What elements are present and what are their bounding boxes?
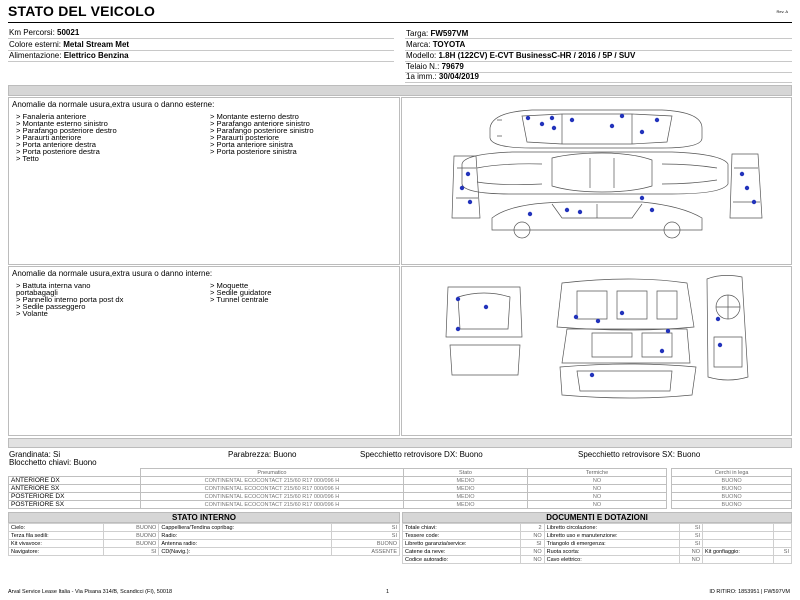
damage-dot — [456, 327, 460, 331]
table-row: Terza fila sedili: BUONO Radio: SI — [9, 532, 400, 540]
damage-dot — [540, 122, 544, 126]
list-item: > Parafango anteriore sinistro — [210, 119, 310, 128]
specchietto-dx-text: Specchietto retrovisore DX: Buono — [360, 450, 483, 459]
list-item: > Fanaleria anteriore — [16, 112, 87, 121]
damage-dot — [752, 200, 756, 204]
list-item: > Montante esterno sinistro — [16, 119, 108, 128]
table-row: Tessere code: NO Libretto uso e manutenzione: SI — [403, 532, 792, 540]
specchietto-sx-text: Specchietto retrovisore SX: Buono — [578, 450, 701, 459]
table-row: Codice autoradio: NO Cavo elettrico: NO — [403, 556, 792, 564]
car-interior-drawing — [402, 267, 793, 437]
damage-dot — [460, 186, 464, 190]
damage-dot — [578, 210, 582, 214]
list-item: portabagagli — [16, 288, 58, 297]
damage-dot — [610, 124, 614, 128]
external-car-diagram — [401, 97, 792, 265]
damage-dot — [590, 373, 594, 377]
table-row: POSTERIORE SX CONTINENTAL ECOCONTACT 215/60 R17 000/096 H MEDIO NO BUONO — [9, 501, 792, 509]
col-header: Stato — [404, 469, 528, 477]
table-row: POSTERIORE DX CONTINENTAL ECOCONTACT 215/60 R17 000/096 H MEDIO NO BUONO — [9, 493, 792, 501]
list-item: > Pannello interno porta post dx — [16, 295, 124, 304]
registration-field: 1a imm.: 30/04/2019 — [406, 72, 479, 81]
list-item: > Porta anteriore sinistra — [210, 140, 293, 149]
table-row: Navigatore: SI CD(Navig.): ASSENTE — [9, 548, 400, 556]
list-item: > Porta posteriore sinistra — [210, 147, 297, 156]
section-bar — [8, 85, 792, 96]
blocchetto-text: Blocchetto chiavi: Buono — [9, 458, 97, 467]
damage-dot — [526, 116, 530, 120]
damage-dot — [570, 118, 574, 122]
list-item: > Porta posteriore destra — [16, 147, 100, 156]
table-row: Totale chiavi: 2 Libretto circolazione: SI — [403, 524, 792, 532]
damage-dot — [660, 349, 664, 353]
fuel-field: Alimentazione: Elettrico Benzina — [9, 51, 129, 60]
footer-company: Arval Service Lease Italia - Via Pisana 314/B, Scandicci (FI), 50018 — [8, 589, 173, 595]
table-row: Libretto garanzia/service: SI Triangolo di emergenza: SI — [403, 540, 792, 548]
footer-id: ID RITIRO: 1853951 | FW597VM — [709, 589, 790, 595]
internal-state-title: STATO INTERNO — [8, 512, 400, 523]
table-row: ANTERIORE DX CONTINENTAL ECOCONTACT 215/60 R17 000/096 H MEDIO NO BUONO — [9, 477, 792, 485]
list-item: > Volante — [16, 309, 48, 318]
damage-dot — [620, 114, 624, 118]
damage-dot — [740, 172, 744, 176]
table-row: Kit vivavoce: BUONO Antenna radio: BUONO — [9, 540, 400, 548]
divider — [8, 61, 394, 62]
damage-markers — [460, 114, 756, 216]
damage-dot — [552, 126, 556, 130]
documents-table — [402, 523, 792, 564]
divider — [405, 82, 792, 83]
damage-dot — [596, 319, 600, 323]
chassis-field: Telaio N.: 79679 — [406, 62, 464, 71]
col-header: Termiche — [527, 469, 667, 477]
car-exterior-drawing — [402, 98, 793, 266]
damage-dot — [550, 116, 554, 120]
col-header: Pneumatico — [140, 469, 403, 477]
plate-field: Targa: FW597VM — [406, 29, 469, 38]
damage-dot — [640, 130, 644, 134]
list-item: > Parafango posteriore sinistro — [210, 126, 314, 135]
page-title: STATO DEL VEICOLO — [8, 3, 156, 19]
damage-dot — [716, 317, 720, 321]
list-item: > Paraurti posteriore — [210, 133, 280, 142]
damage-dot — [574, 315, 578, 319]
tyre-table — [8, 468, 792, 509]
revision-label: Rev. A — [776, 9, 788, 14]
damage-dot — [565, 208, 569, 212]
list-item: > Parafango posteriore destro — [16, 126, 117, 135]
damage-dot — [640, 196, 644, 200]
damage-dot — [666, 329, 670, 333]
parabrezza-text: Parabrezza: Buono — [228, 450, 297, 459]
header-divider — [8, 22, 792, 23]
damage-dot — [718, 343, 722, 347]
make-field: Marca: TOYOTA — [406, 40, 466, 49]
col-header: Cerchi in lega — [672, 469, 792, 477]
list-item: > Paraurti anteriore — [16, 133, 82, 142]
documents-title: DOCUMENTI E DOTAZIONI — [402, 512, 792, 523]
table-row: ANTERIORE SX CONTINENTAL ECOCONTACT 215/60 R17 000/096 H MEDIO NO BUONO — [9, 485, 792, 493]
damage-dot — [745, 186, 749, 190]
list-item: > Battuta interna vano — [16, 281, 91, 290]
model-field: Modello: 1.8H (122CV) E-CVT BusinessC-HR / 2016 / 5P / SUV — [406, 51, 636, 60]
external-list-col2 — [210, 113, 314, 155]
damage-dot — [456, 297, 460, 301]
list-item: > Tunnel centrale — [210, 295, 269, 304]
internal-car-diagram — [401, 266, 792, 436]
damage-dot — [620, 311, 624, 315]
external-damage-panel — [8, 97, 400, 265]
damage-dot — [484, 305, 488, 309]
internal-list-col2 — [210, 282, 271, 303]
list-item: > Porta anteriore destra — [16, 140, 96, 149]
damage-dot — [650, 208, 654, 212]
damage-dot — [466, 172, 470, 176]
list-item: > Sedile guidatore — [210, 288, 272, 297]
damage-dot — [655, 118, 659, 122]
internal-state-table — [8, 523, 400, 556]
table-row: Cielo: BUONO Cappelliera/Tendina copribag: SI — [9, 524, 400, 532]
list-item: > Moquette — [210, 281, 249, 290]
table-row: Catene da neve: NO Ruota scorta: NO Kit gonfiaggio: SI — [403, 548, 792, 556]
grandinata-text: Grandinata: Si — [9, 450, 61, 459]
damage-dot — [528, 212, 532, 216]
km-field: Km Percorsi: 50021 — [9, 28, 80, 37]
list-item: > Montante esterno destro — [210, 112, 299, 121]
list-item: > Sedile passeggero — [16, 302, 86, 311]
footer-page-number: 1 — [386, 589, 390, 595]
summary-bar — [8, 438, 792, 448]
list-item: > Tetto — [16, 154, 39, 163]
internal-list-col1 — [16, 282, 123, 317]
color-field: Colore esterni: Metal Stream Met — [9, 40, 130, 49]
damage-dot — [468, 200, 472, 204]
internal-damage-panel — [8, 266, 400, 436]
external-list-col1 — [16, 113, 117, 162]
external-damage-title: Anomalie da normale usura,extra usura o danno esterne: — [12, 100, 215, 109]
internal-damage-title: Anomalie da normale usura,extra usura o danno interne: — [12, 269, 213, 278]
